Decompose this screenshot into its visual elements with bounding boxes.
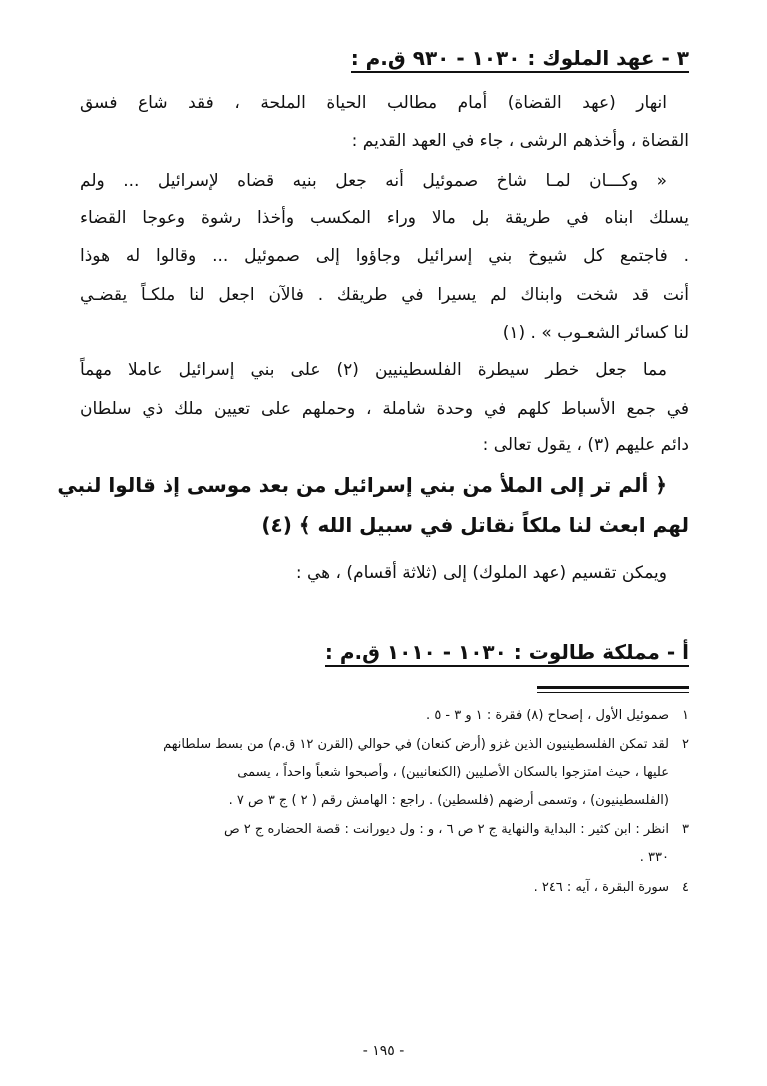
footnote-separator-thin — [537, 692, 689, 693]
body-line: « وكـــان لمـا شاخ صموئيل أنه جعل بنيه قضاه لإسرائيل ... ولم — [80, 171, 667, 191]
footnote-text: صموئيل الأول ، إصحاح (٨) فقرة : ١ و ٣ - ٥ . — [426, 708, 669, 723]
footnote-2 — [84, 734, 689, 756]
footnote-3 — [84, 819, 689, 841]
footnote-text: انظر : ابن كثير : البداية والنهاية ج ٢ ص ٦ ، و : ول ديورانت : قصة الحضاره ج ٢ ص — [223, 822, 669, 837]
body-line: في جمع الأسباط كلهم في وحدة شاملة ، وحملهم على تعيين ملك ذي سلطان — [80, 399, 689, 419]
body-line: لنا كسائر الشعـوب » . (١) — [502, 323, 689, 343]
footnote-separator — [537, 686, 689, 689]
footnote-text: ٣٣٠ . — [639, 850, 669, 865]
footnote-text: عليها ، حيث امتزجوا بالسكان الأصليين (الكنعانيين) ، وأصبحوا شعباً واحداً ، يسمى — [237, 765, 669, 780]
footnote-text: (الفلسطينيون) ، وتسمى أرضهم (فلسطين) . راجع : الهامش رقم ( ٢ ) ج ٣ ص ٧ . — [228, 793, 669, 808]
body-line: انهار (عهد القضاة) أمام مطالب الحياة الملحة ، فقد شاع فسق — [80, 93, 667, 113]
body-line: . فاجتمع كل شيوخ بني إسرائيل وجاؤوا إلى صموئيل ... وقالوا له هوذا — [80, 246, 689, 266]
footnote-text: لقد تمكن الفلسطينيون الذين غزو (أرض كنعان) في حوالي (القرن ١٢ ق.م) من بسط سلطانهم — [163, 737, 669, 752]
subsection-heading-text: أ - مملكة طالوت : ١٠٣٠ - ١٠١٠ ق.م : — [325, 640, 689, 667]
body-line: القضاة ، وأخذهم الرشى ، جاء في العهد القديم : — [351, 131, 689, 151]
footnote-number: ٣ — [682, 822, 689, 837]
body-line: دائم عليهم (٣) ، يقول تعالى : — [482, 435, 689, 455]
footnote-number: ٢ — [682, 737, 689, 752]
footnote-text: سورة البقرة ، آيه : ٢٤٦ . — [533, 880, 669, 895]
page-number: - ١٩٥ - — [362, 1043, 405, 1059]
subsection-heading — [325, 638, 689, 666]
footnote-4 — [84, 877, 689, 899]
division-line: ويمكن تقسيم (عهد الملوك) إلى (ثلاثة أقسام) ، هي : — [295, 563, 667, 583]
quran-verse-line: ﴿ ألم تر إلى الملأ من بني إسرائيل من بعد موسى إذ قالوا لنبي — [57, 473, 667, 497]
footnote-number: ١ — [682, 708, 689, 723]
body-line: أنت قد شخت وابناك لم يسيرا في طريقك . فالآن اجعل لنا ملكـاً يقضـي — [80, 285, 689, 305]
footnote-number: ٤ — [682, 880, 689, 895]
section-heading — [351, 44, 689, 72]
body-line: يسلك ابناه في طريقة بل مالا وراء المكسب وأخذا رشوة وعوجا القضاء — [80, 208, 689, 228]
quran-verse-line: لهم ابعث لنا ملكاً نقاتل في سبيل الله ﴾ (٤) — [261, 513, 689, 537]
footnote-1 — [84, 705, 689, 727]
section-heading-text: ٣ - عهد الملوك : ١٠٣٠ - ٩٣٠ ق.م : — [351, 46, 689, 73]
body-line: مما جعل خطر سيطرة الفلسطينيين (٢) على بني إسرائيل عاملا مهماً — [80, 360, 667, 380]
